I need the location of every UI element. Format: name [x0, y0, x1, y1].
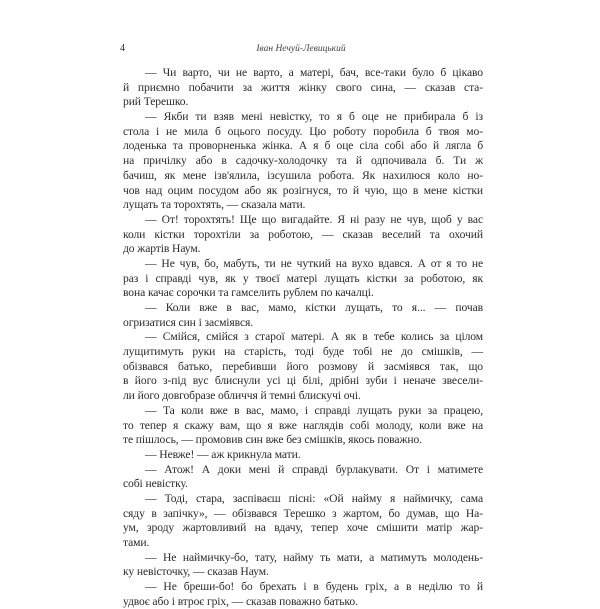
paragraph [123, 492, 483, 551]
text-line: раз і справді чув, як у твоєї матері лущать кістки за роботою, як [123, 271, 483, 285]
text-line: — Чи варто, чи не варто, а матері, бач, все-таки було б цікаво [145, 66, 483, 79]
paragraph [123, 448, 483, 463]
text-line: бачиш, як мене ізв'ялила, ізсушила робота. Як нахилюся коло но- [123, 168, 483, 182]
text-line: ум, зроду жартовливий на вдачу, тепер хоче смішити матір жар- [123, 521, 483, 535]
text-line: ли його довгобразе обличчя й темні блискучі очі. [123, 389, 361, 403]
text-line: коли кістки торохтіли за роботою, — сказав веселий та охочий [123, 227, 483, 241]
text-line: тами. [123, 536, 150, 549]
text-line: обізвався батько, перебивши його розмову й засміявся так, що [123, 359, 483, 373]
text-line: — Та коли вже в вас, мамо, і справді лущать руки за працею, [145, 403, 483, 417]
text-line: й приємно побачити за життя жінку свого сина, — сказав ста- [123, 80, 483, 94]
text-line: — От! торохтять! Ще що вигадайте. Я ні разу не чув, щоб у вас [145, 212, 483, 226]
paragraph [123, 551, 483, 580]
text-line: — Атож! А доки мені й справді бурлакувати. От і матимете [145, 462, 483, 476]
text-line: — Якби ти взяв мені невістку, то я б оце не прибирала б із [145, 110, 483, 124]
text-line: то тепер я скажу вам, що я вже наглядів собі молоду, коли вже на [123, 418, 483, 432]
text-line: — Не бреши-бо! бо брехать і в будень гріх, а в неділю то й [145, 580, 483, 594]
paragraph [123, 463, 483, 492]
paragraph [123, 580, 483, 609]
text-line: — Не чув, бо, мабуть, ти не чуткий на вухо вдався. А от я то не [145, 256, 483, 270]
paragraph [123, 66, 483, 110]
text-line: лущитимуть руки на старість, тоді буде тобі не до смішків, — [123, 345, 483, 359]
text-line: ку невісточку, — сказав Наум. [123, 565, 269, 579]
paragraph [123, 213, 483, 257]
text-line: стола і не мила б оцього посуду. Цю роботу поробила б твоя мо- [123, 124, 483, 138]
text-line: лущать та торохтять, — сказала мати. [123, 198, 306, 212]
text-line: те пішлось, — промовив син вже без смішків, якось поважно. [123, 433, 422, 447]
text-line: в його з-під вус блиснули усі ці білі, дрібні зуби і неначе звесели- [123, 374, 483, 388]
page-header [120, 42, 482, 56]
running-head: Іван Нечуй-Левицький [256, 44, 346, 54]
text-line: удвоє або і втроє гріх, — сказав поважно батько. [123, 594, 358, 608]
text-line: до жартів Наум. [123, 242, 201, 256]
text-line: чов над оцим посудом або як розігнуся, то й чую, що в мене кістки [123, 183, 483, 197]
text-line: лоденька та проворненька жінка. А я б оце сіла собі або й лягла б [123, 139, 483, 153]
text-line: огризатися син і засміявся. [123, 315, 254, 329]
text-line: вона качає сорочки та гамселить рублем по качалці. [123, 286, 374, 300]
text-line: — Не наймичку-бо, тату, найму ть мати, а матимуть молодень- [145, 550, 483, 564]
page-number: 4 [120, 43, 125, 54]
text-line: — Коли вже в вас, мамо, кістки лущать, то я... — почав [145, 301, 483, 314]
text-line: на причілку або в садочку-холодочку та й одпочивала б. Ти ж [123, 154, 483, 168]
text-line: сяду в запічку», — обізвався Терешко з жартом, бо думав, що На- [123, 506, 483, 520]
paragraph [123, 110, 483, 213]
paragraph [123, 330, 483, 403]
paragraph [123, 301, 483, 330]
text-line: — Невже! — аж крикнула мати. [145, 447, 301, 461]
text-line: рий Терешко. [123, 95, 189, 109]
paragraph [123, 404, 483, 448]
body-text [123, 66, 483, 609]
text-line: собі невістку. [123, 477, 188, 491]
paragraph [123, 257, 483, 301]
text-line: — Смійся, смійся з старої матері. А як в тебе колись за цілом [145, 330, 483, 344]
text-line: — Тоді, стара, заспіваєш пісні: «Ой найму я наймичку, сама [145, 491, 483, 505]
